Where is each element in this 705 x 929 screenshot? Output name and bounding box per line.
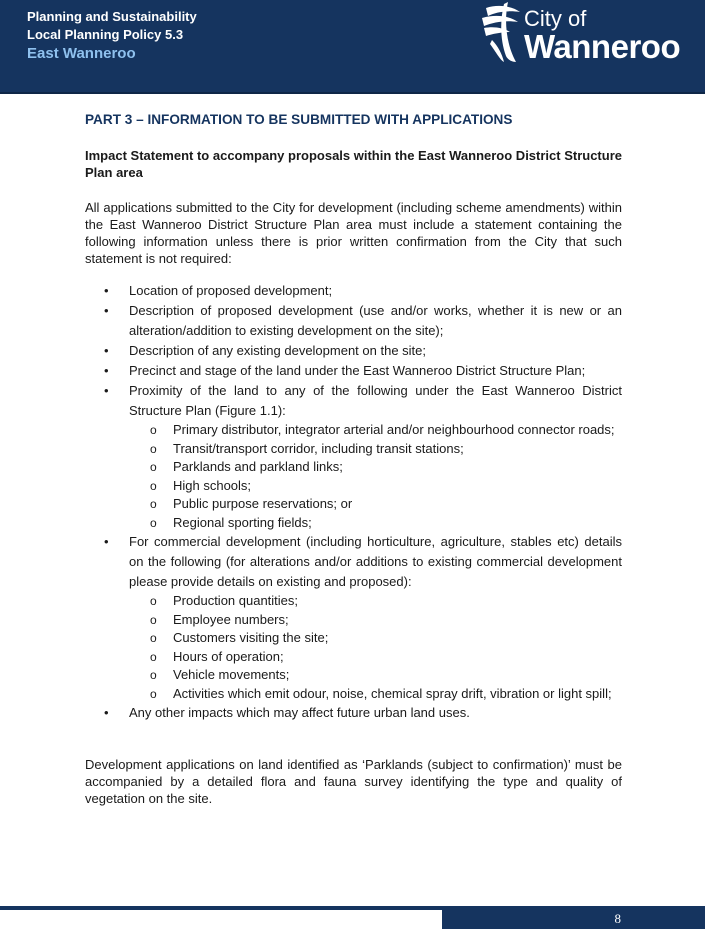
logo-name-text: Wanneroo xyxy=(524,28,681,65)
list-item xyxy=(85,703,622,723)
sub-bullet-glyph: o xyxy=(150,649,157,664)
sub-bullet-glyph: o xyxy=(150,668,157,682)
sub-bullet-glyph: o xyxy=(150,631,157,645)
sub-bullet-glyph: o xyxy=(150,686,157,701)
sublist-item xyxy=(129,495,622,514)
list-item-text: Location of proposed development; xyxy=(129,283,333,298)
footer-page-box xyxy=(442,910,705,929)
closing-paragraph: Development applications on land identified as ‘Parklands (subject to confirmation)’ must be accompanied by a detailed flora and fauna survey identifying the type and quality of vegetation on the site. xyxy=(85,757,622,806)
sub-bullet-glyph: o xyxy=(150,515,157,530)
bullet-glyph: • xyxy=(104,343,109,358)
list-item-text: Any other impacts which may affect future urban land uses. xyxy=(129,705,470,720)
sub-bullet-glyph: o xyxy=(150,423,157,437)
sublist-item xyxy=(129,648,622,667)
sublist-item-text: Production quantities; xyxy=(173,593,299,608)
impact-heading: Impact Statement to accompany proposals within the East Wanneroo District Structure Plan area xyxy=(85,148,622,180)
list-item xyxy=(85,281,622,301)
sublist-item-text: Public purpose reservations; or xyxy=(173,496,353,511)
sub-bullet-glyph: o xyxy=(150,497,157,511)
sublist-item xyxy=(129,514,622,533)
list-item-text: For commercial development (including horticulture, agriculture, stables etc) details on the following (for alterations and/or additions to existing commercial development please provide details on existing and proposed): xyxy=(129,534,622,589)
list-item-text: Description of proposed development (use and/or works, whether it is new or an alteration/addition to existing development on the site); xyxy=(129,303,622,338)
list-item xyxy=(85,341,622,361)
bullet-glyph: • xyxy=(104,383,109,398)
sublist-item-text: Hours of operation; xyxy=(173,648,284,664)
sublist-item-text: High schools; xyxy=(173,477,252,493)
header-divider xyxy=(0,92,705,94)
document-header xyxy=(0,0,705,92)
header-policy: Local Planning Policy 5.3 xyxy=(27,27,184,42)
header-department: Planning and Sustainability xyxy=(27,9,197,24)
bullet-glyph: • xyxy=(104,363,109,378)
requirements-list xyxy=(85,281,622,723)
intro-paragraph: All applications submitted to the City for development (including scheme amendments) within the East Wanneroo District Structure Plan area must include a statement containing the following information unless there is prior written confirmation from the City that such statement is not required: xyxy=(85,200,622,266)
sublist-item xyxy=(129,666,622,685)
sublist-item xyxy=(129,421,622,440)
bullet-glyph: • xyxy=(104,303,109,318)
wanneroo-swirl-icon xyxy=(478,0,526,66)
bullet-glyph: • xyxy=(104,705,109,720)
proximity-sublist xyxy=(129,421,622,532)
city-logo xyxy=(478,0,698,72)
list-item-text: Proximity of the land to any of the following under the East Wanneroo District Structure Plan (Figure 1.1): xyxy=(129,383,622,418)
sublist-item xyxy=(129,629,622,648)
sublist-item xyxy=(129,611,622,630)
sub-bullet-glyph: o xyxy=(150,478,157,493)
sublist-item xyxy=(129,592,622,611)
sub-bullet-glyph: o xyxy=(150,441,157,456)
list-item xyxy=(85,301,622,341)
list-item xyxy=(85,381,622,532)
list-item-text: Description of any existing development on the site; xyxy=(129,343,427,358)
logo-city-text: City of xyxy=(524,6,587,31)
header-subtitle: East Wanneroo xyxy=(27,45,136,62)
list-item xyxy=(85,532,622,703)
sublist-item-text: Employee numbers; xyxy=(173,611,289,627)
sub-bullet-glyph: o xyxy=(150,460,157,474)
sublist-item xyxy=(129,685,622,704)
sublist-item xyxy=(129,458,622,477)
list-item-text: Precinct and stage of the land under the East Wanneroo District Structure Plan; xyxy=(129,363,586,378)
part-title: PART 3 – INFORMATION TO BE SUBMITTED WITH APPLICATIONS xyxy=(85,112,513,127)
sublist-item-text: Parklands and parkland links; xyxy=(173,459,343,474)
sublist-item-text: Transit/transport corridor, including transit stations; xyxy=(173,440,464,456)
page-number: 8 xyxy=(614,911,621,926)
sublist-item xyxy=(129,477,622,496)
list-item xyxy=(85,361,622,381)
sub-bullet-glyph: o xyxy=(150,594,157,608)
page-content xyxy=(85,112,622,807)
sub-bullet-glyph: o xyxy=(150,612,157,627)
commercial-sublist xyxy=(129,592,622,703)
sublist-item-text: Customers visiting the site; xyxy=(173,630,329,645)
bullet-glyph: • xyxy=(104,283,109,298)
sublist-item xyxy=(129,440,622,459)
sublist-item-text: Vehicle movements; xyxy=(173,667,290,682)
sublist-item-text: Regional sporting fields; xyxy=(173,514,312,530)
bullet-glyph: • xyxy=(104,534,109,549)
sublist-item-text: Primary distributor, integrator arterial and/or neighbourhood connector roads; xyxy=(173,422,615,437)
sublist-item-text: Activities which emit odour, noise, chemical spray drift, vibration or light spill; xyxy=(173,685,612,701)
